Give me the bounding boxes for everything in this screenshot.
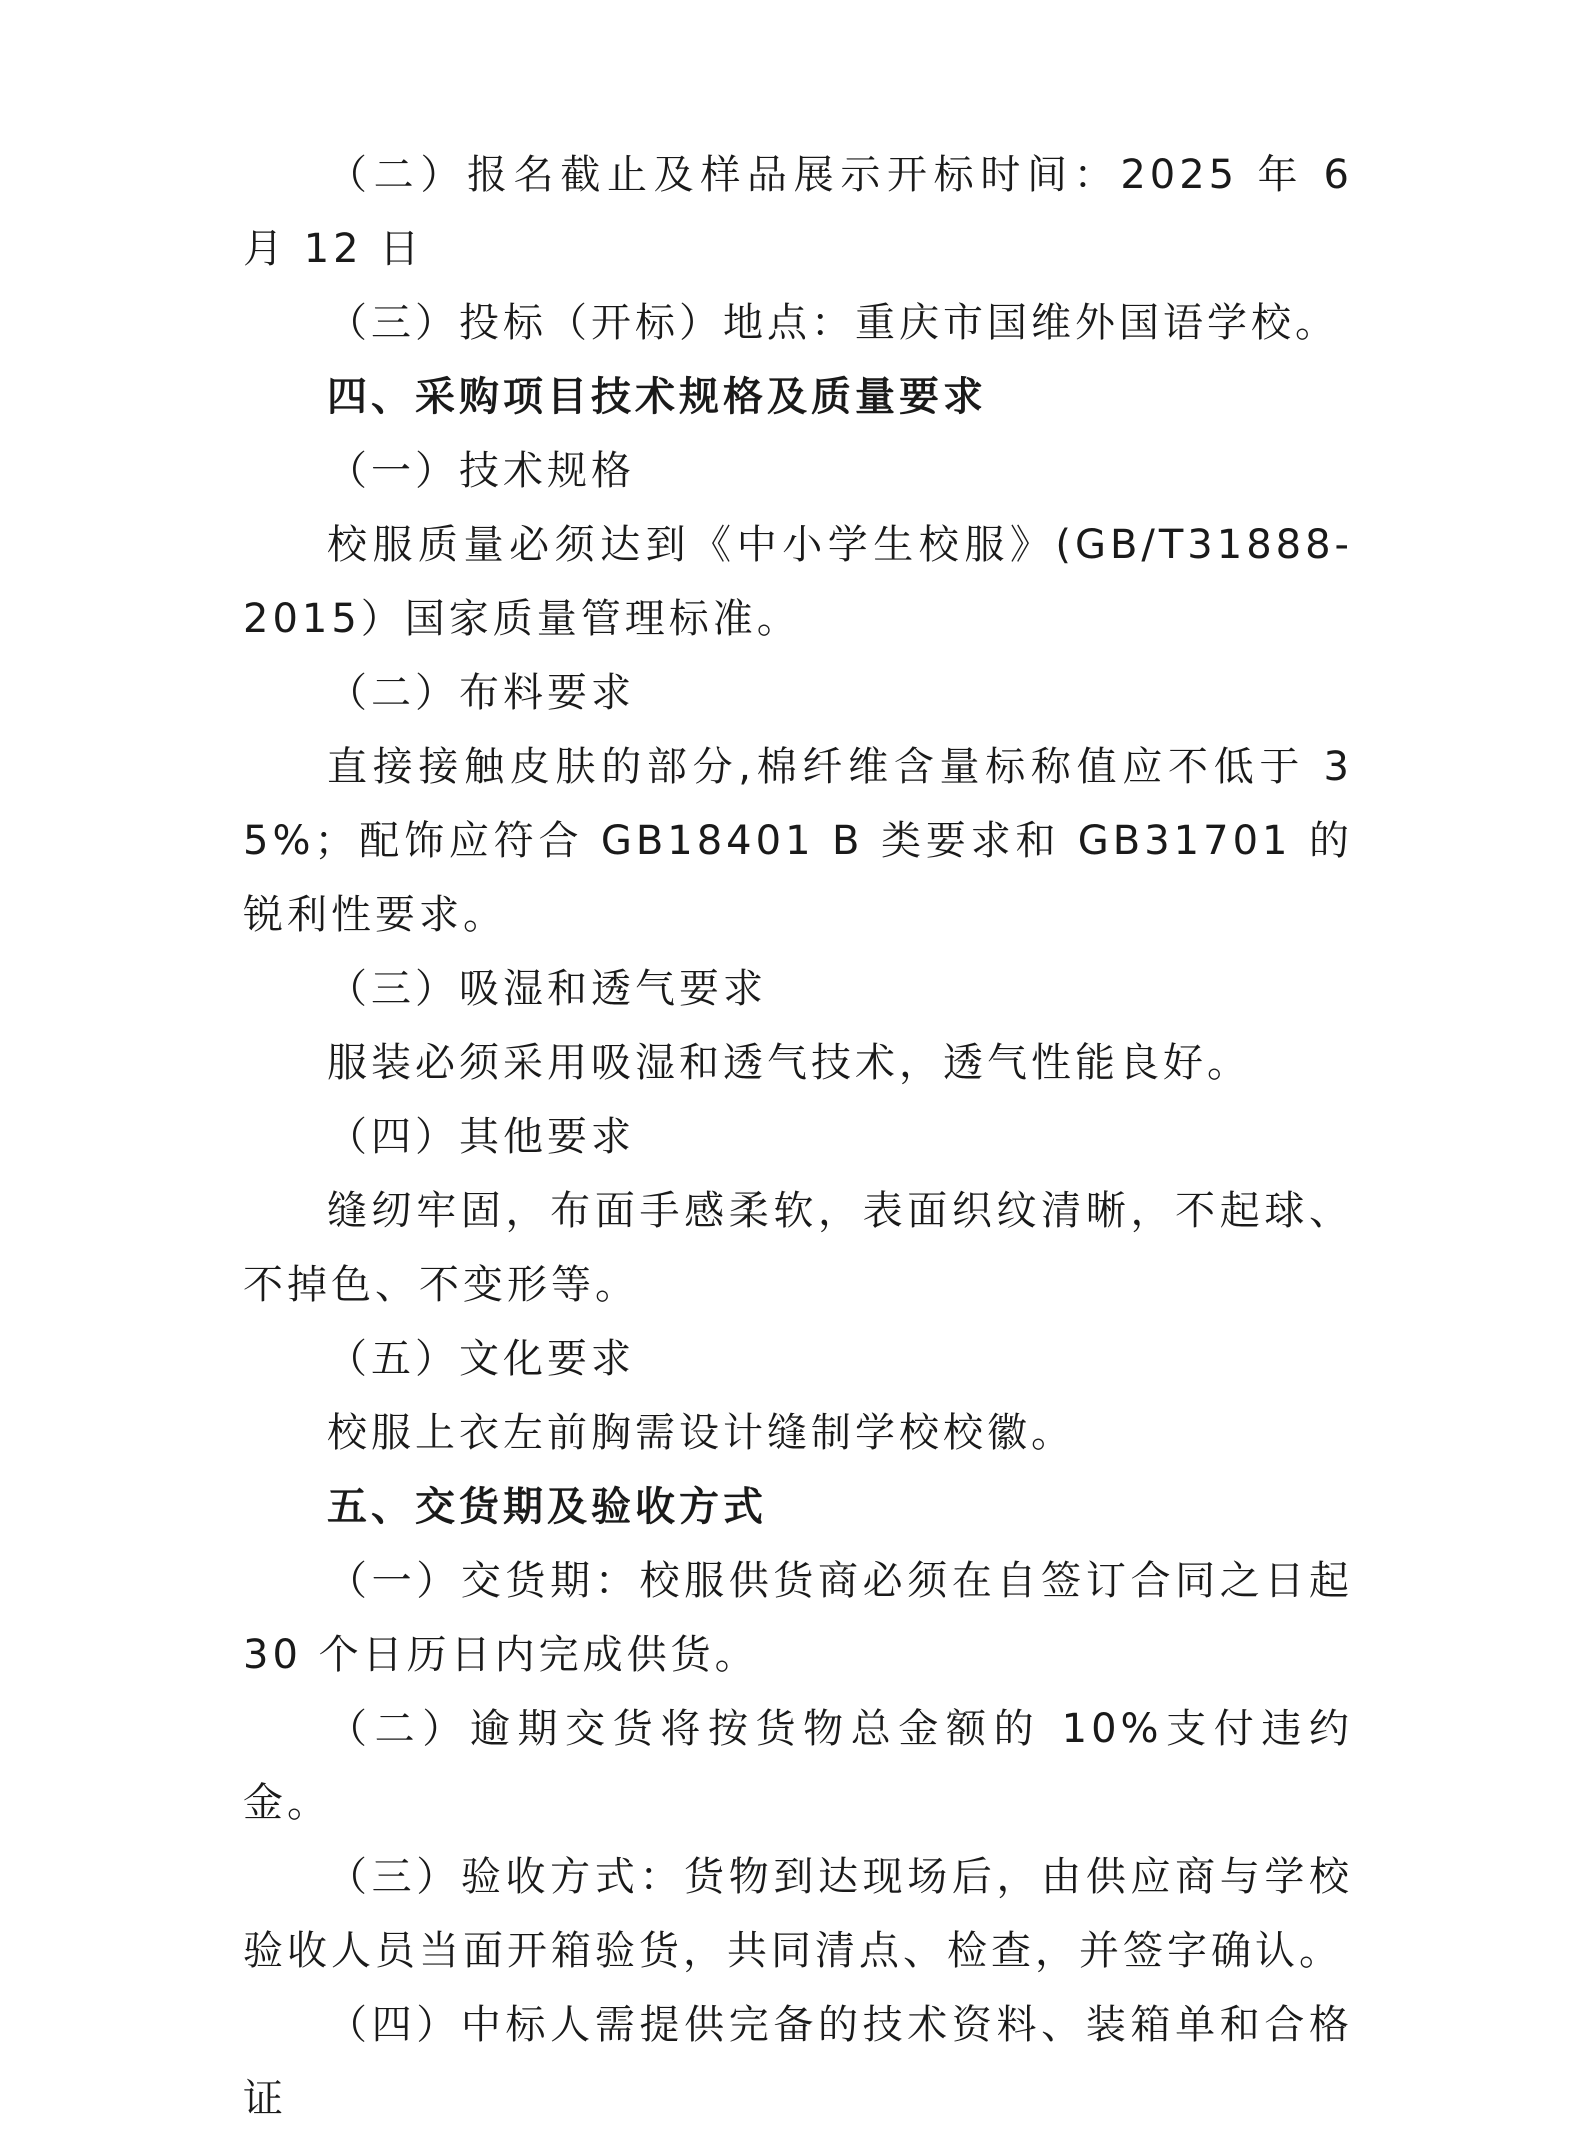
- paragraph-other-requirements: 缝纫牢固，布面手感柔软，表面织纹清晰，不起球、不掉色、不变形等。: [243, 1188, 1353, 1308]
- section-heading-technical-requirements: 四、采购项目技术规格及质量要求: [327, 374, 987, 420]
- paragraph-moisture-breathability: 服装必须采用吸湿和透气技术，透气性能良好。: [327, 1040, 1251, 1086]
- section-heading-delivery-acceptance: 五、交货期及验收方式: [327, 1484, 767, 1530]
- paragraph-bid-location: （三）投标（开标）地点：重庆市国维外国语学校。: [327, 300, 1339, 346]
- paragraph-late-penalty: （二）逾期交货将按货物总金额的 10%支付违约金。: [243, 1706, 1353, 1826]
- subheading-fabric-requirements: （二）布料要求: [327, 670, 635, 716]
- paragraph-delivery-period: （一）交货期：校服供货商必须在自签订合同之日起 30 个日历日内完成供货。: [243, 1558, 1353, 1678]
- subheading-other-requirements: （四）其他要求: [327, 1114, 635, 1160]
- subheading-technical-specs: （一）技术规格: [327, 448, 635, 494]
- paragraph-school-badge: 校服上衣左前胸需设计缝制学校校徽。: [327, 1410, 1075, 1456]
- subheading-moisture-breathability: （三）吸湿和透气要求: [327, 966, 767, 1012]
- subheading-cultural-requirements: （五）文化要求: [327, 1336, 635, 1382]
- paragraph-acceptance-method: （三）验收方式：货物到达现场后，由供应商与学校验收人员当面开箱验货，共同清点、检查，并签字确认。: [243, 1854, 1353, 1974]
- document-body: [243, 138, 1353, 2136]
- paragraph-fabric-details: 直接接触皮肤的部分,棉纤维含量标称值应不低于 35%；配饰应符合 GB18401 B 类要求和 GB31701 的锐利性要求。: [243, 744, 1353, 938]
- paragraph-registration-deadline: （二）报名截止及样品展示开标时间：2025 年 6 月 12 日: [243, 152, 1353, 272]
- paragraph-documentation: （四）中标人需提供完备的技术资料、装箱单和合格证: [243, 2002, 1353, 2122]
- paragraph-quality-standard: 校服质量必须达到《中小学生校服》(GB/T31888-2015）国家质量管理标准。: [243, 522, 1353, 642]
